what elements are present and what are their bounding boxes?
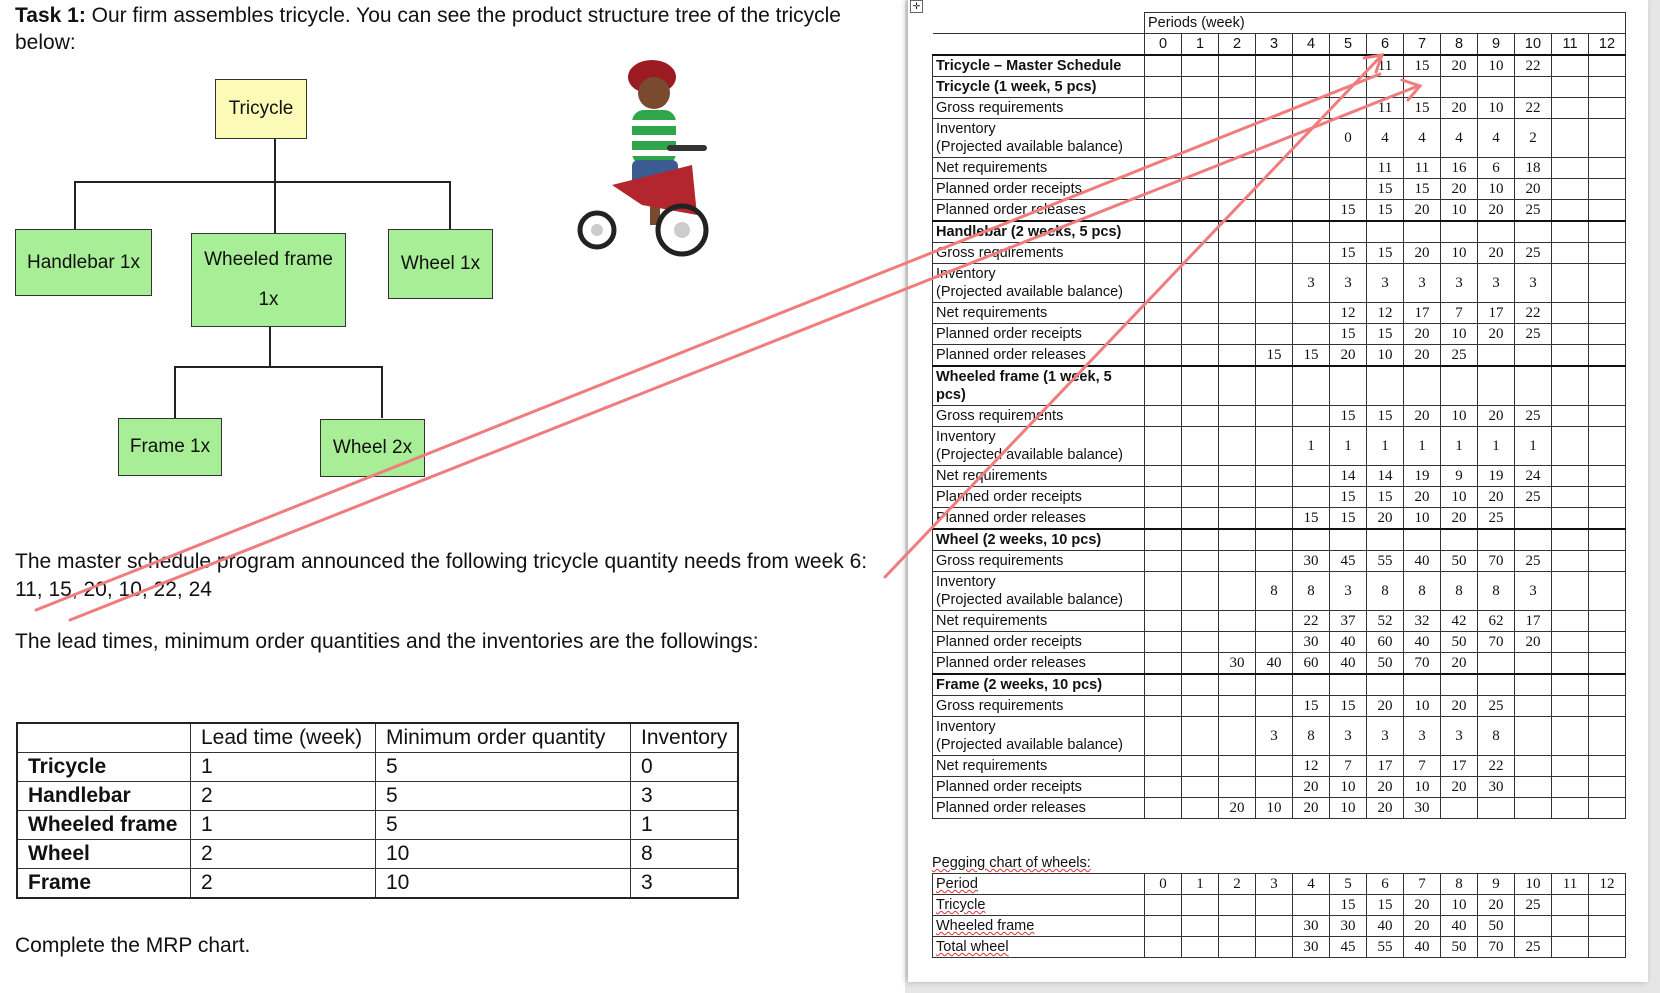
mrp-cell[interactable]: 15 (1330, 487, 1367, 508)
mrp-cell[interactable]: 11 (1367, 98, 1404, 119)
pegging-cell[interactable]: 20 (1404, 916, 1441, 937)
mrp-row-label: Planned order releases (933, 508, 1145, 530)
mrp-cell[interactable]: 20 (1441, 508, 1478, 530)
mrp-cell[interactable]: 1 (1515, 427, 1552, 466)
mrp-cell[interactable]: 15 (1404, 98, 1441, 119)
master-schedule-text: The master schedule program announced the following tricycle quantity needs from week 6: 11, 15, 20, 10, 22, 24 (15, 550, 868, 601)
mrp-cell[interactable]: 11 (1404, 158, 1441, 179)
mrp-cell[interactable]: 10 (1404, 696, 1441, 717)
table-cell: 2 (191, 869, 376, 899)
mrp-cell[interactable]: 1 (1330, 427, 1367, 466)
mrp-cell[interactable]: 3 (1330, 264, 1367, 303)
pegging-cell[interactable]: 6 (1367, 874, 1404, 895)
mrp-row-label: Inventory (Projected available balance) (933, 119, 1145, 158)
pegging-cell[interactable]: 10 (1515, 874, 1552, 895)
table-row-header: Wheeled frame (17, 811, 191, 840)
pegging-cell[interactable]: 8 (1441, 874, 1478, 895)
mrp-cell[interactable]: 40 (1256, 653, 1293, 675)
mrp-cell[interactable]: 30 (1293, 632, 1330, 653)
mrp-cell[interactable]: 30 (1293, 551, 1330, 572)
mrp-cell[interactable]: 25 (1441, 345, 1478, 367)
mrp-cell[interactable]: 3 (1441, 717, 1478, 756)
mrp-cell[interactable]: 12 (1330, 303, 1367, 324)
table-cell: 8 (631, 840, 739, 869)
mrp-cell[interactable]: 10 (1478, 179, 1515, 200)
mrp-cell[interactable]: 11 (1367, 55, 1404, 77)
table-row-header: Handlebar (17, 782, 191, 811)
mrp-cell[interactable]: 20 (1219, 798, 1256, 819)
mrp-row-label: Frame (2 weeks, 10 pcs) (933, 674, 1145, 696)
mrp-cell[interactable]: 60 (1293, 653, 1330, 675)
mrp-cell[interactable]: 8 (1293, 572, 1330, 611)
pegging-cell[interactable]: 9 (1478, 874, 1515, 895)
mrp-cell[interactable]: 15 (1367, 243, 1404, 264)
table-cell: 3 (631, 869, 739, 899)
mrp-cell[interactable]: 8 (1367, 572, 1404, 611)
mrp-cell[interactable]: 7 (1441, 303, 1478, 324)
mrp-cell[interactable]: 15 (1293, 508, 1330, 530)
mrp-row-label: Net requirements (933, 466, 1145, 487)
mrp-cell[interactable]: 22 (1515, 98, 1552, 119)
mrp-cell[interactable]: 4 (1404, 119, 1441, 158)
move-handle-icon[interactable]: ✛ (910, 0, 923, 13)
mrp-cell[interactable]: 15 (1256, 345, 1293, 367)
mrp-cell[interactable]: 24 (1515, 466, 1552, 487)
mrp-cell[interactable]: 8 (1441, 572, 1478, 611)
table-cell: 1 (191, 753, 376, 782)
table-row-header: Wheel (17, 840, 191, 869)
mrp-cell[interactable]: 15 (1330, 508, 1367, 530)
pegging-row-label: Wheeled frame (933, 916, 1145, 937)
mrp-cell[interactable]: 3 (1293, 264, 1330, 303)
mrp-cell[interactable]: 40 (1404, 632, 1441, 653)
mrp-cell[interactable]: 3 (1404, 264, 1441, 303)
mrp-cell[interactable]: 30 (1404, 798, 1441, 819)
mrp-cell[interactable]: 20 (1478, 487, 1515, 508)
mrp-cell[interactable]: 0 (1330, 119, 1367, 158)
mrp-cell[interactable]: 1 (1293, 427, 1330, 466)
mrp-cell[interactable]: 20 (1478, 243, 1515, 264)
mrp-row-label: Inventory (Projected available balance) (933, 717, 1145, 756)
mrp-cell[interactable]: 20 (1404, 324, 1441, 345)
mrp-row-label: Net requirements (933, 611, 1145, 632)
arrow-line (70, 86, 1418, 620)
mrp-cell[interactable]: 17 (1441, 756, 1478, 777)
mrp-cell[interactable]: 45 (1330, 551, 1367, 572)
period-header-cell: 3 (1256, 34, 1293, 56)
pegging-cell[interactable]: 5 (1330, 874, 1367, 895)
mrp-row-label: Net requirements (933, 158, 1145, 179)
tree-node-handlebar: Handlebar 1x (15, 229, 152, 296)
table-cell: 1 (191, 811, 376, 840)
mrp-cell[interactable]: 50 (1367, 653, 1404, 675)
mrp-cell[interactable]: 10 (1478, 55, 1515, 77)
mrp-row-label: Planned order releases (933, 653, 1145, 675)
mrp-cell[interactable]: 20 (1367, 777, 1404, 798)
pegging-title: Pegging chart of wheels: (932, 855, 1091, 871)
mrp-cell[interactable]: 10 (1330, 777, 1367, 798)
mrp-cell[interactable]: 8 (1256, 572, 1293, 611)
pegging-cell[interactable]: 11 (1552, 874, 1589, 895)
pegging-cell[interactable]: 1 (1182, 874, 1219, 895)
mrp-cell[interactable]: 6 (1478, 158, 1515, 179)
pegging-cell[interactable]: 15 (1330, 895, 1367, 916)
mrp-row-label: Planned order receipts (933, 777, 1145, 798)
mrp-cell[interactable]: 20 (1515, 632, 1552, 653)
period-header-cell: 1 (1182, 34, 1219, 56)
mrp-cell[interactable]: 10 (1441, 200, 1478, 222)
pegging-cell[interactable]: 4 (1293, 874, 1330, 895)
mrp-cell[interactable]: 55 (1367, 551, 1404, 572)
periods-label: Periods (week) (1145, 13, 1626, 34)
table-header-cell: Lead time (week) (191, 723, 376, 753)
mrp-cell[interactable]: 20 (1441, 696, 1478, 717)
table-cell: 5 (376, 811, 631, 840)
mrp-row-label: Handlebar (2 weeks, 5 pcs) (933, 221, 1145, 243)
mrp-cell[interactable]: 8 (1404, 572, 1441, 611)
mrp-row-label: Tricycle (1 week, 5 pcs) (933, 77, 1145, 98)
pegging-cell[interactable]: 50 (1441, 937, 1478, 958)
mrp-cell[interactable]: 19 (1478, 466, 1515, 487)
mrp-cell[interactable]: 20 (1404, 487, 1441, 508)
mrp-cell[interactable]: 20 (1404, 406, 1441, 427)
mrp-cell[interactable]: 20 (1478, 406, 1515, 427)
mrp-cell[interactable]: 15 (1367, 200, 1404, 222)
period-header-cell: 4 (1293, 34, 1330, 56)
mrp-cell[interactable]: 20 (1478, 324, 1515, 345)
mrp-cell[interactable]: 52 (1367, 611, 1404, 632)
period-header-cell: 6 (1367, 34, 1404, 56)
mrp-cell[interactable]: 15 (1367, 406, 1404, 427)
mrp-cell[interactable]: 70 (1478, 551, 1515, 572)
mrp-cell[interactable]: 20 (1293, 798, 1330, 819)
mrp-cell[interactable]: 15 (1367, 487, 1404, 508)
mrp-cell[interactable]: 8 (1478, 717, 1515, 756)
mrp-cell[interactable]: 3 (1478, 264, 1515, 303)
mrp-cell[interactable]: 25 (1478, 508, 1515, 530)
mrp-cell[interactable]: 17 (1367, 756, 1404, 777)
mrp-row-label: Planned order receipts (933, 324, 1145, 345)
mrp-cell[interactable]: 15 (1293, 696, 1330, 717)
mrp-cell[interactable]: 20 (1367, 508, 1404, 530)
mrp-row-label: Wheel (2 weeks, 10 pcs) (933, 529, 1145, 551)
mrp-cell[interactable]: 20 (1441, 55, 1478, 77)
mrp-cell[interactable]: 25 (1515, 200, 1552, 222)
mrp-row-label: Net requirements (933, 303, 1145, 324)
pegging-cell[interactable]: 12 (1589, 874, 1626, 895)
mrp-cell[interactable]: 20 (1441, 98, 1478, 119)
complete-text: Complete the MRP chart. (15, 934, 251, 957)
pegging-cell[interactable]: 70 (1478, 937, 1515, 958)
mrp-cell[interactable]: 10 (1478, 98, 1515, 119)
table-row-header: Tricycle (17, 753, 191, 782)
mrp-cell[interactable]: 17 (1515, 611, 1552, 632)
mrp-cell[interactable]: 3 (1330, 572, 1367, 611)
mrp-cell[interactable]: 15 (1404, 179, 1441, 200)
table-cell: 2 (191, 782, 376, 811)
mrp-cell[interactable]: 12 (1367, 303, 1404, 324)
period-header-cell: 8 (1441, 34, 1478, 56)
mrp-cell[interactable]: 1 (1367, 427, 1404, 466)
mrp-cell[interactable]: 30 (1219, 653, 1256, 675)
period-header-cell: 7 (1404, 34, 1441, 56)
mrp-cell[interactable]: 11 (1367, 158, 1404, 179)
period-header-cell: 2 (1219, 34, 1256, 56)
table-cell: 10 (376, 840, 631, 869)
tree-node-wheel-2x: Wheel 2x (320, 419, 425, 477)
mrp-row-label: Inventory (Projected available balance) (933, 572, 1145, 611)
mrp-row-label: Inventory (Projected available balance) (933, 427, 1145, 466)
period-header-cell: 9 (1478, 34, 1515, 56)
period-header-cell: 11 (1552, 34, 1589, 56)
mrp-cell[interactable]: 4 (1367, 119, 1404, 158)
arrow-line (885, 55, 1382, 577)
tree-node-wheel: Wheel 1x (388, 229, 493, 299)
mrp-cell[interactable]: 25 (1515, 243, 1552, 264)
mrp-cell[interactable]: 37 (1330, 611, 1367, 632)
pegging-cell[interactable]: 30 (1293, 937, 1330, 958)
mrp-cell[interactable]: 22 (1515, 303, 1552, 324)
task-prefix: Task 1: (15, 4, 86, 27)
tree-node-wheeled-frame: Wheeled frame 1x (191, 233, 346, 327)
table-cell: 0 (631, 753, 739, 782)
mrp-cell[interactable]: 20 (1441, 179, 1478, 200)
mrp-cell[interactable]: 10 (1441, 406, 1478, 427)
mrp-row-label: Planned order releases (933, 200, 1145, 222)
mrp-cell[interactable]: 22 (1478, 756, 1515, 777)
mrp-cell[interactable]: 15 (1330, 696, 1367, 717)
mrp-cell[interactable]: 15 (1367, 179, 1404, 200)
mrp-cell[interactable]: 25 (1515, 406, 1552, 427)
mrp-cell[interactable]: 3 (1515, 264, 1552, 303)
mrp-cell[interactable]: 20 (1404, 200, 1441, 222)
mrp-row-label: Planned order receipts (933, 487, 1145, 508)
mrp-row-label: Gross requirements (933, 98, 1145, 119)
mrp-cell[interactable]: 70 (1478, 632, 1515, 653)
table-cell: 5 (376, 753, 631, 782)
mrp-cell[interactable]: 40 (1330, 653, 1367, 675)
mrp-cell[interactable]: 3 (1330, 717, 1367, 756)
mrp-cell[interactable]: 3 (1256, 717, 1293, 756)
pegging-cell[interactable]: 30 (1330, 916, 1367, 937)
pegging-row-label: Tricycle (933, 895, 1145, 916)
mrp-cell[interactable]: 10 (1441, 324, 1478, 345)
mrp-row-label: Planned order receipts (933, 179, 1145, 200)
mrp-cell[interactable]: 20 (1441, 653, 1478, 675)
mrp-cell[interactable]: 4 (1441, 119, 1478, 158)
tree-node-frame: Frame 1x (118, 418, 222, 476)
mrp-cell[interactable]: 3 (1441, 264, 1478, 303)
mrp-row-label: Planned order receipts (933, 632, 1145, 653)
mrp-cell[interactable]: 62 (1478, 611, 1515, 632)
mrp-cell[interactable]: 15 (1330, 200, 1367, 222)
mrp-row-label: Gross requirements (933, 696, 1145, 717)
mrp-cell[interactable]: 3 (1404, 717, 1441, 756)
mrp-cell[interactable]: 30 (1478, 777, 1515, 798)
table-cell: 10 (376, 869, 631, 899)
mrp-row-label: Net requirements (933, 756, 1145, 777)
mrp-cell[interactable]: 10 (1330, 798, 1367, 819)
pegging-cell[interactable]: 7 (1404, 874, 1441, 895)
arrow-line (36, 74, 1380, 610)
mrp-cell[interactable]: 10 (1404, 508, 1441, 530)
mrp-cell[interactable]: 42 (1441, 611, 1478, 632)
mrp-cell[interactable]: 18 (1515, 158, 1552, 179)
mrp-cell[interactable]: 32 (1404, 611, 1441, 632)
table-cell: 2 (191, 840, 376, 869)
mrp-cell[interactable]: 14 (1330, 466, 1367, 487)
mrp-cell[interactable]: 20 (1515, 179, 1552, 200)
mrp-cell[interactable]: 15 (1330, 406, 1367, 427)
mrp-cell[interactable]: 8 (1293, 717, 1330, 756)
mrp-cell[interactable]: 40 (1330, 632, 1367, 653)
mrp-cell[interactable]: 60 (1367, 632, 1404, 653)
pegging-cell[interactable]: 3 (1256, 874, 1293, 895)
mrp-cell[interactable]: 1 (1478, 427, 1515, 466)
mrp-cell[interactable]: 15 (1330, 243, 1367, 264)
mrp-cell[interactable]: 20 (1478, 200, 1515, 222)
mrp-cell[interactable]: 50 (1441, 632, 1478, 653)
mrp-cell[interactable]: 25 (1478, 696, 1515, 717)
mrp-cell[interactable]: 20 (1367, 696, 1404, 717)
pegging-cell[interactable]: 2 (1219, 874, 1256, 895)
pegging-cell[interactable]: 40 (1404, 937, 1441, 958)
mrp-row-label: Gross requirements (933, 243, 1145, 264)
mrp-cell[interactable]: 10 (1441, 243, 1478, 264)
mrp-cell[interactable]: 7 (1330, 756, 1367, 777)
mrp-cell[interactable]: 14 (1367, 466, 1404, 487)
pegging-cell[interactable]: 40 (1441, 916, 1478, 937)
mrp-cell[interactable]: 8 (1478, 572, 1515, 611)
tree-node-tricycle: Tricycle (215, 79, 307, 139)
mrp-cell[interactable]: 2 (1515, 119, 1552, 158)
mrp-cell[interactable]: 20 (1404, 345, 1441, 367)
table-header-cell: Minimum order quantity (376, 723, 631, 753)
mrp-cell[interactable]: 3 (1367, 717, 1404, 756)
mrp-cell[interactable]: 25 (1515, 487, 1552, 508)
pegging-cell[interactable]: 20 (1404, 895, 1441, 916)
mrp-cell[interactable]: 12 (1293, 756, 1330, 777)
mrp-cell[interactable]: 20 (1441, 777, 1478, 798)
mrp-cell[interactable]: 9 (1441, 466, 1478, 487)
period-header-cell: 10 (1515, 34, 1552, 56)
mrp-cell[interactable]: 7 (1404, 756, 1441, 777)
mrp-cell[interactable]: 19 (1404, 466, 1441, 487)
pegging-cell[interactable]: 25 (1515, 937, 1552, 958)
mrp-cell[interactable]: 3 (1515, 572, 1552, 611)
mrp-cell[interactable]: 40 (1404, 551, 1441, 572)
task-text: Our firm assembles tricycle. You can see the product structure tree of the tricycle below: (15, 4, 841, 54)
mrp-cell[interactable]: 15 (1293, 345, 1330, 367)
mrp-row-label: Gross requirements (933, 551, 1145, 572)
pegging-row-label: Period (933, 874, 1145, 895)
period-header-cell: 0 (1145, 34, 1182, 56)
pegging-cell[interactable]: 25 (1515, 895, 1552, 916)
mrp-row-label: Planned order releases (933, 798, 1145, 819)
table-cell: 3 (631, 782, 739, 811)
mrp-cell[interactable]: 16 (1441, 158, 1478, 179)
pegging-cell[interactable]: 45 (1330, 937, 1367, 958)
mrp-cell[interactable]: 25 (1515, 324, 1552, 345)
mrp-cell[interactable]: 22 (1515, 55, 1552, 77)
mrp-row-label: Tricycle – Master Schedule (933, 55, 1145, 77)
pegging-cell[interactable]: 55 (1367, 937, 1404, 958)
mrp-cell[interactable]: 50 (1441, 551, 1478, 572)
table-cell: 1 (631, 811, 739, 840)
mrp-cell[interactable]: 70 (1404, 653, 1441, 675)
mrp-cell[interactable]: 25 (1515, 551, 1552, 572)
mrp-cell[interactable]: 15 (1367, 324, 1404, 345)
mrp-row-label: Planned order releases (933, 345, 1145, 367)
pegging-cell[interactable]: 30 (1293, 916, 1330, 937)
mrp-cell[interactable]: 20 (1367, 798, 1404, 819)
pegging-cell[interactable]: 15 (1367, 895, 1404, 916)
mrp-cell[interactable]: 17 (1404, 303, 1441, 324)
mrp-cell[interactable]: 3 (1367, 264, 1404, 303)
mrp-cell[interactable]: 1 (1441, 427, 1478, 466)
mrp-cell[interactable]: 20 (1404, 243, 1441, 264)
pegging-row-label: Total wheel (933, 937, 1145, 958)
mrp-cell[interactable]: 10 (1256, 798, 1293, 819)
pegging-cell[interactable]: 20 (1478, 895, 1515, 916)
mrp-cell[interactable]: 4 (1478, 119, 1515, 158)
pegging-cell[interactable]: 10 (1441, 895, 1478, 916)
mrp-row-label: Wheeled frame (1 week, 5 pcs) (933, 366, 1145, 406)
mrp-cell[interactable]: 1 (1404, 427, 1441, 466)
mrp-row-label: Gross requirements (933, 406, 1145, 427)
mrp-cell[interactable]: 15 (1330, 324, 1367, 345)
mrp-row-label: Inventory (Projected available balance) (933, 264, 1145, 303)
mrp-cell[interactable]: 10 (1404, 777, 1441, 798)
mrp-cell[interactable]: 22 (1293, 611, 1330, 632)
mrp-cell[interactable]: 17 (1478, 303, 1515, 324)
table-cell: 5 (376, 782, 631, 811)
mrp-cell[interactable]: 20 (1293, 777, 1330, 798)
lead-times-text: The lead times, minimum order quantities and the inventories are the followings: (15, 630, 759, 653)
pegging-cell[interactable]: 50 (1478, 916, 1515, 937)
table-row-header: Frame (17, 869, 191, 899)
mrp-cell[interactable]: 15 (1404, 55, 1441, 77)
pegging-cell[interactable]: 0 (1145, 874, 1182, 895)
period-header-cell: 12 (1589, 34, 1626, 56)
table-header-cell: Inventory (631, 723, 739, 753)
mrp-cell[interactable]: 20 (1330, 345, 1367, 367)
period-header-cell: 5 (1330, 34, 1367, 56)
pegging-cell[interactable]: 40 (1367, 916, 1404, 937)
mrp-cell[interactable]: 10 (1367, 345, 1404, 367)
mrp-cell[interactable]: 10 (1441, 487, 1478, 508)
